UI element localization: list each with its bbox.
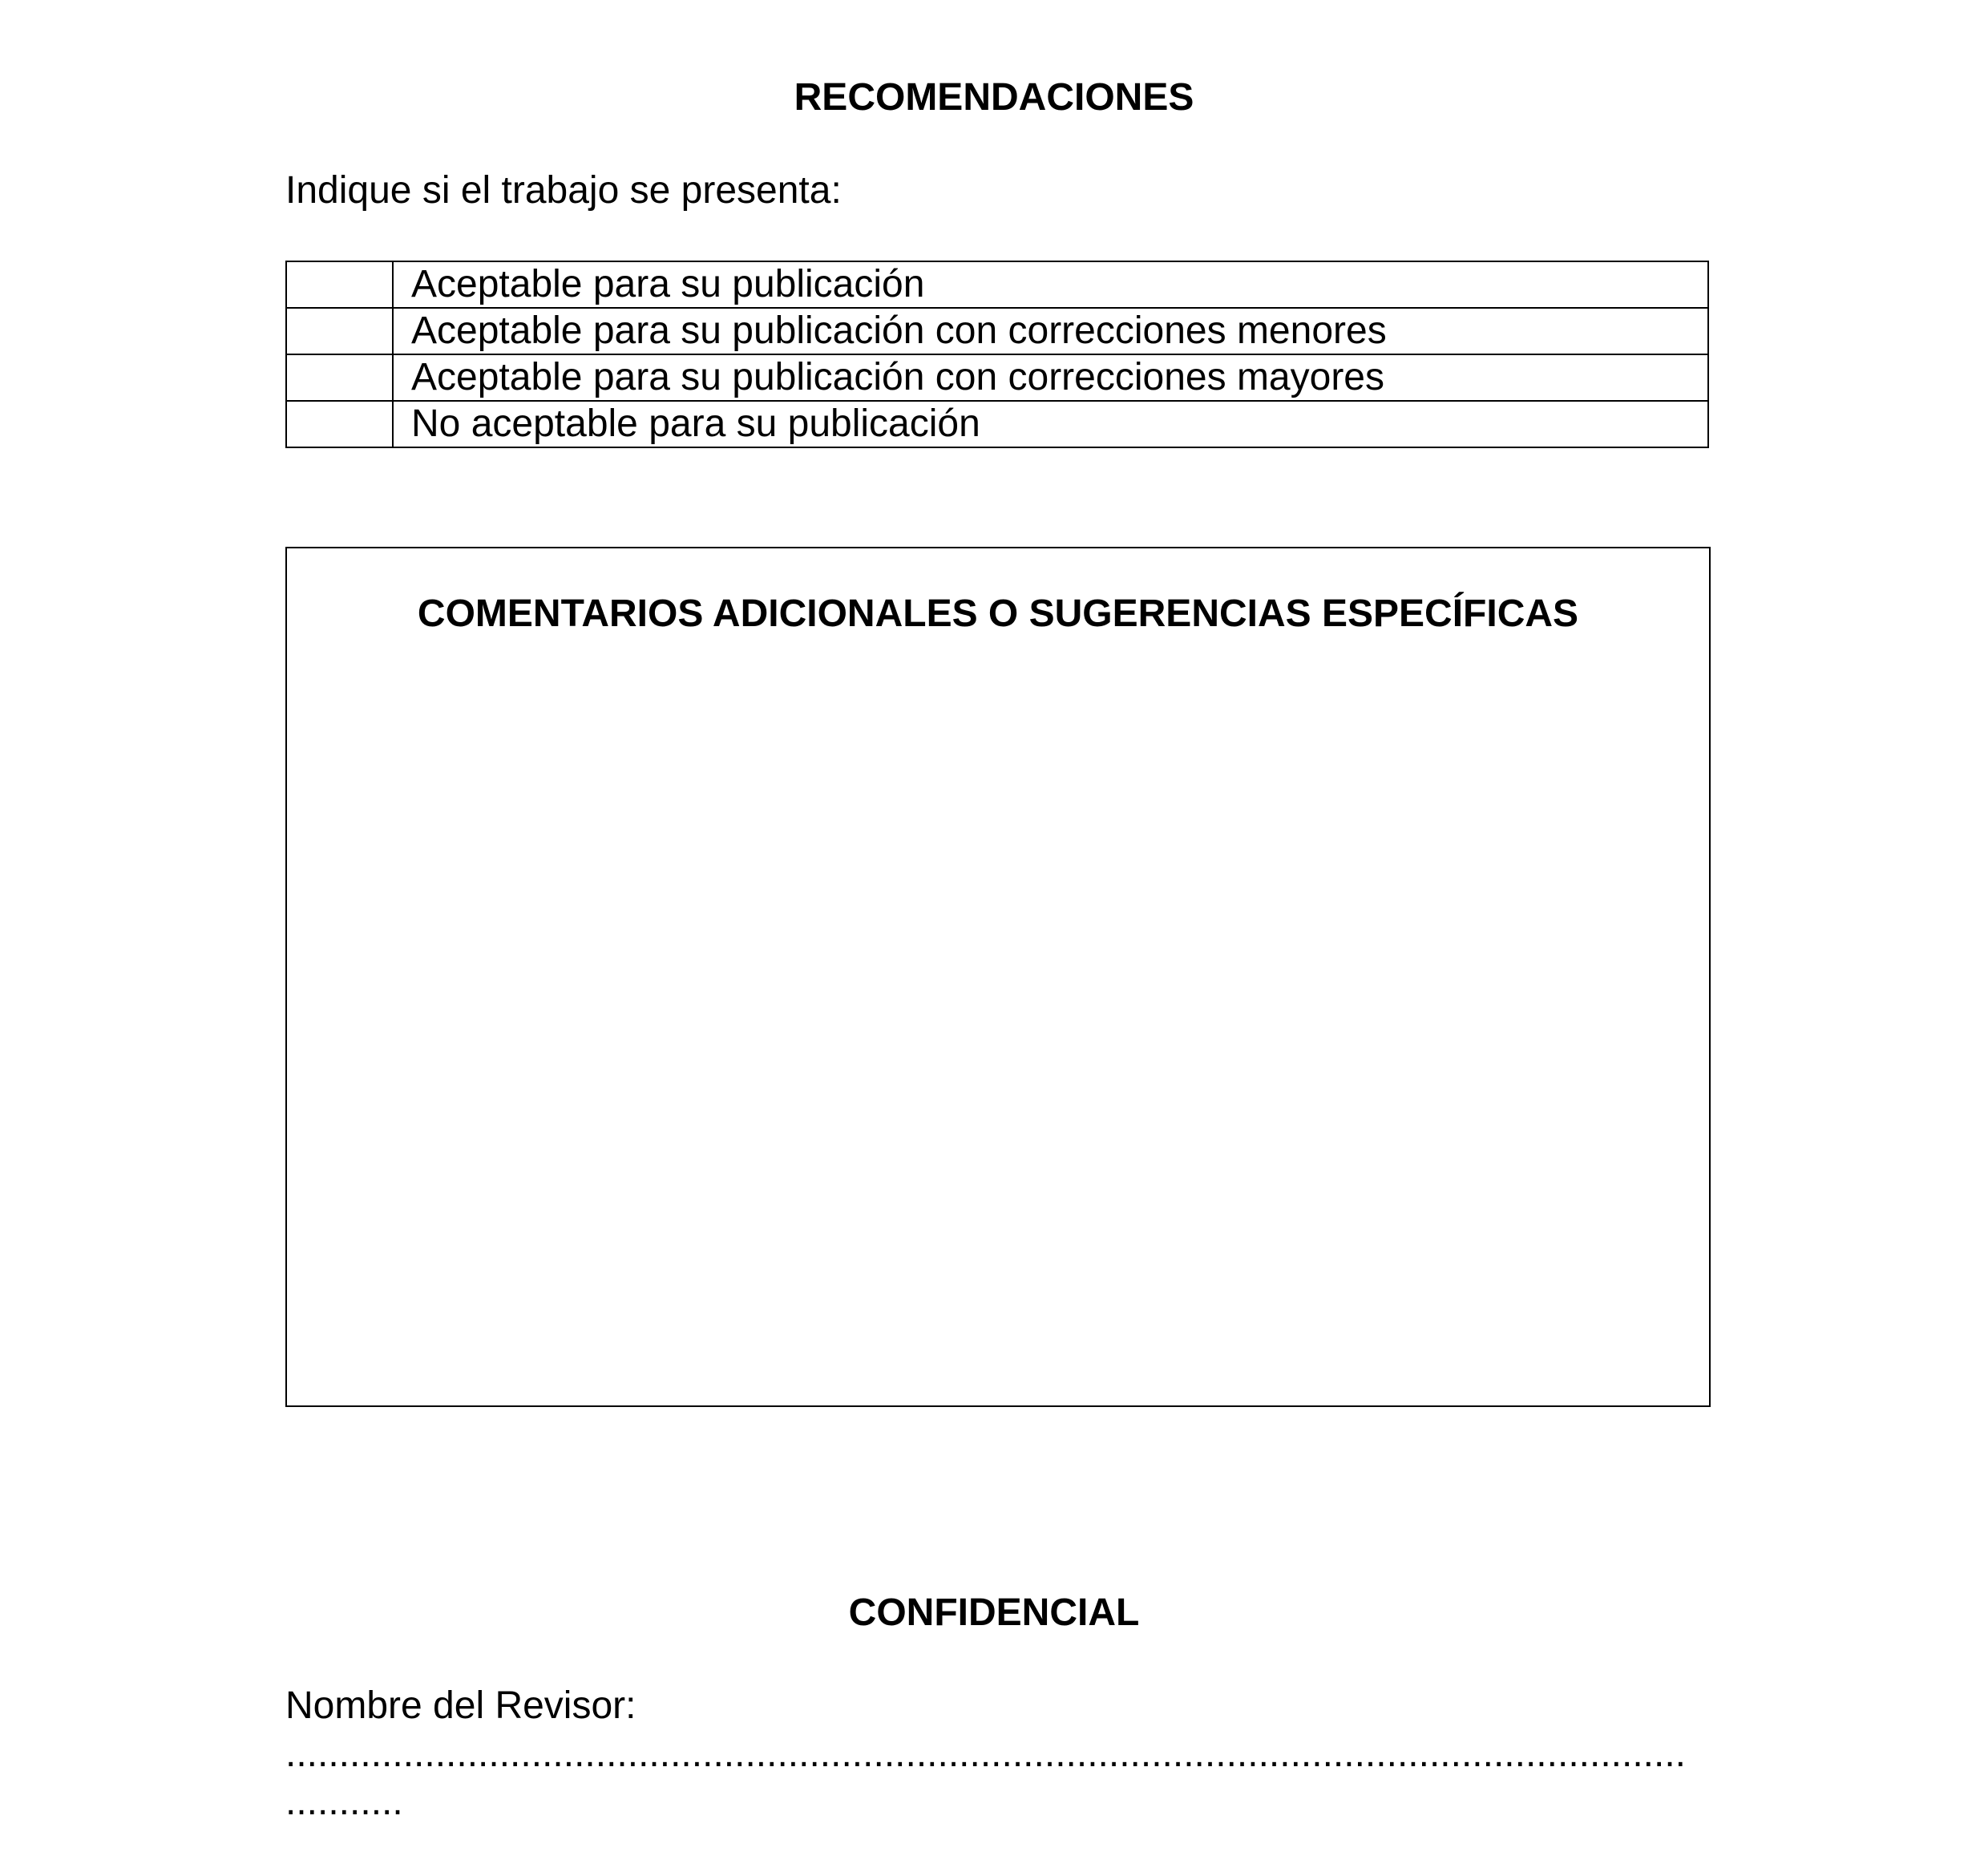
recommendations-prompt: Indique si el trabajo se presenta: [285, 169, 842, 212]
reviewer-name-dotted-line-continuation[interactable]: ........... [285, 1781, 403, 1823]
option-label: Aceptable para su publicación con correcciones menores [393, 308, 1708, 354]
comments-title: COMENTARIOS ADICIONALES O SUGERENCIAS ESPECÍFICAS [417, 592, 1579, 635]
recommendations-title: RECOMENDACIONES [794, 76, 1194, 119]
recommendation-options-table [285, 261, 1709, 448]
option-row-not-acceptable [286, 401, 1708, 447]
option-label: Aceptable para su publicación con correcciones mayores [393, 354, 1708, 401]
option-checkbox-major-corrections[interactable] [286, 354, 393, 401]
option-label: No aceptable para su publicación [393, 401, 1708, 447]
option-label: Aceptable para su publicación [393, 261, 1708, 308]
confidential-title: CONFIDENCIAL [848, 1591, 1140, 1634]
option-checkbox-acceptable[interactable] [286, 261, 393, 308]
reviewer-name-dotted-line[interactable]: ................................................................................................................................... [285, 1733, 1687, 1775]
option-checkbox-minor-corrections[interactable] [286, 308, 393, 354]
option-checkbox-not-acceptable[interactable] [286, 401, 393, 447]
option-row-acceptable [286, 261, 1708, 308]
comments-box[interactable] [285, 547, 1711, 1407]
reviewer-name-label: Nombre del Revisor: [285, 1684, 636, 1727]
option-row-major-corrections [286, 354, 1708, 401]
option-row-minor-corrections [286, 308, 1708, 354]
